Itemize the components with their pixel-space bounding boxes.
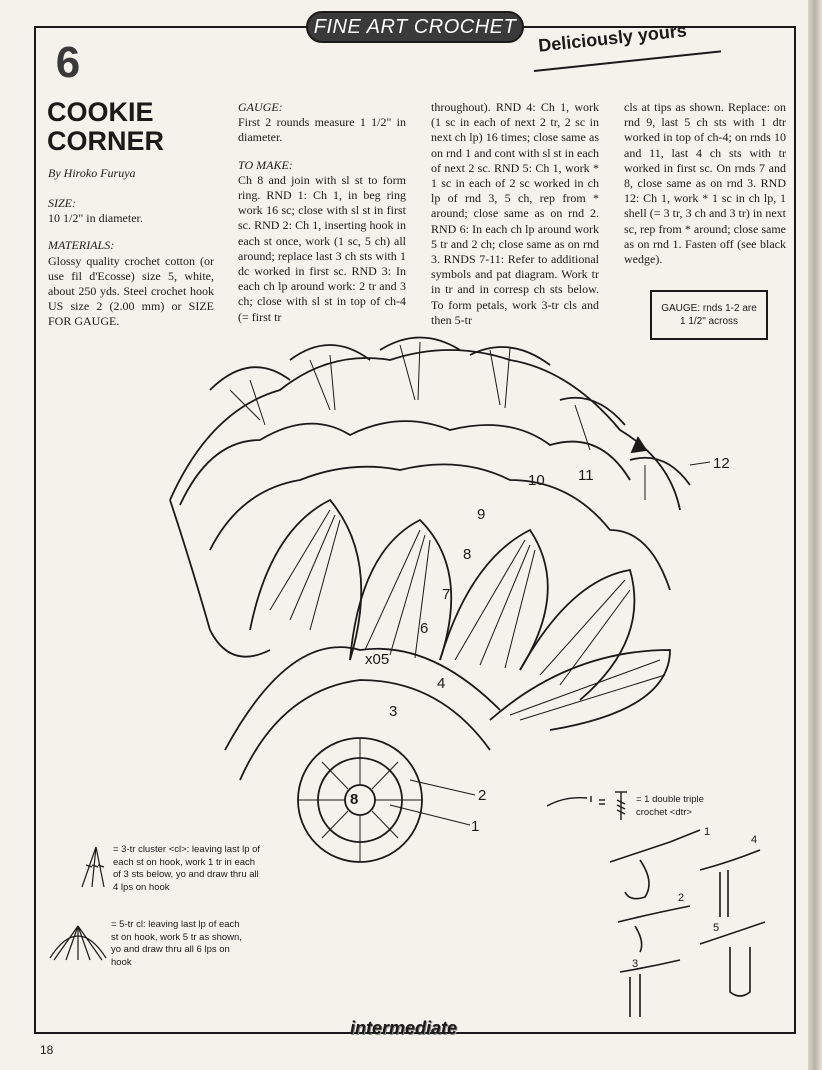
dtr-symbol-icon bbox=[545, 786, 635, 822]
cluster-3tr-legend: = 3-tr cluster <cl>: leaving last lp of each st on hook, work 1 tr in each of 3 sts below, yo and draw thru all 4 lps on hook bbox=[113, 844, 261, 893]
size-text: 10 1/2" in diameter. bbox=[48, 211, 143, 226]
banner-text: FINE ART CROCHET bbox=[313, 15, 517, 38]
round-label-1: 1 bbox=[471, 818, 480, 835]
byline: By Hiroko Furuya bbox=[48, 166, 136, 180]
gauge-box: GAUGE: rnds 1-2 are 1 1/2" across bbox=[650, 290, 768, 340]
round-label-5: x05 bbox=[365, 651, 390, 668]
leader-line-1 bbox=[390, 805, 470, 825]
materials-text: Glossy quality crochet cotton (or use fil d'Ecosse) size 5, white, about 250 yds. Steel crochet hook US size 2 (2.00 mm) or SIZE FOR GAUGE. bbox=[48, 253, 214, 329]
size-heading: SIZE: bbox=[48, 196, 76, 210]
round-label-6: 6 bbox=[420, 620, 429, 637]
cluster-5tr-legend: = 5-tr cl: leaving last lp of each st on hook, work 5 tr as shown, yo and draw thru all 6 lps on hook bbox=[111, 919, 242, 968]
gauge-text: First 2 rounds measure 1 1/2" in diameter. bbox=[238, 115, 406, 145]
scallop bbox=[180, 421, 630, 505]
petal bbox=[490, 650, 670, 730]
petal-arc bbox=[170, 500, 270, 657]
fan-arc bbox=[630, 458, 690, 485]
title-line-1: COOKIE bbox=[47, 97, 154, 127]
round-label-8: 8 bbox=[463, 546, 472, 563]
page-number: 18 bbox=[40, 1043, 54, 1057]
step-1: 1 bbox=[704, 826, 711, 838]
cluster-5tr-icon bbox=[46, 918, 110, 964]
skill-level-badge: intermediate bbox=[350, 1018, 458, 1038]
leader-line-2 bbox=[410, 780, 475, 795]
round-label-11: 11 bbox=[578, 467, 594, 484]
round-label-2: 2 bbox=[478, 787, 487, 804]
to-make-heading: TO MAKE: bbox=[238, 157, 293, 172]
round-label-3: 3 bbox=[389, 703, 398, 720]
dtr-legend: = 1 double triple crochet <dtr> bbox=[636, 794, 704, 818]
section-banner bbox=[306, 11, 524, 43]
pattern-number: 6 bbox=[55, 38, 81, 87]
column-1 bbox=[48, 196, 214, 330]
step-4: 4 bbox=[751, 834, 758, 846]
round-label-10: 10 bbox=[528, 472, 545, 489]
fan-arc bbox=[210, 367, 290, 390]
center-ring-label: 8 bbox=[350, 791, 359, 808]
materials-heading: MATERIALS: bbox=[48, 238, 115, 253]
dtr-steps-illustration bbox=[600, 822, 780, 1027]
tagline: Deliciously yours bbox=[537, 20, 688, 56]
column-2 bbox=[238, 100, 406, 325]
column-4 bbox=[624, 100, 786, 267]
step-2: 2 bbox=[678, 892, 685, 904]
round-label-12: 12 bbox=[713, 455, 730, 472]
page-edge-shadow bbox=[808, 0, 822, 1070]
petal bbox=[350, 520, 451, 660]
round-label-7: 7 bbox=[442, 586, 451, 603]
leader-line-12 bbox=[690, 462, 710, 465]
round-label-4: 4 bbox=[437, 675, 446, 692]
petal bbox=[250, 500, 361, 660]
gauge-heading: GAUGE: bbox=[238, 100, 283, 114]
instructions-continued: throughout). RND 4: Ch 1, work (1 sc in each of next 2 tr, 2 sc in next ch lp) 16 times; close same as on rnd 1 and cont with sl st in each of next 2 sc. RND 5: Ch 1, work * 1 sc in each of 2 sc worked in ch lp of rnd 3, 5 ch, rep from * around; close same as on rnd 2. RND 6: In each ch lp around work 5 tr and 2 ch; close same as on rnd 3. RNDS 7-11: Refer to additional symbols and pat diagram. Work tr in tr and in corresp ch sts below. To form petals, work 3-tr cls and then 5-tr bbox=[431, 100, 599, 327]
scallop bbox=[210, 464, 670, 590]
title-line-2: CORNER bbox=[47, 126, 165, 156]
column-3 bbox=[431, 100, 599, 328]
cluster-3tr-icon bbox=[78, 843, 110, 889]
round-4-arc bbox=[240, 680, 490, 780]
to-make-text: Ch 8 and join with sl st to form ring. RND 1: Ch 1, in beg ring work 16 sc; close with sl st in first sc. RND 2: Ch 1, inserting hook in each st once, work (1 sc, 5 ch) all around; replace last 3 ch sts with 1 dc worked in first sc. RND 3: In each ch lp around work: 2 tr and 3 ch; close with sl st in top of ch-4 (= first tr bbox=[238, 172, 406, 324]
step-3: 3 bbox=[632, 958, 639, 970]
article-title bbox=[47, 98, 217, 156]
round-label-9: 9 bbox=[477, 506, 486, 523]
instructions-end: cls at tips as shown. Replace: on rnd 9, last 5 ch sts with 1 dtr worked in top of ch-4; on rnds 10 and 11, last 4 ch sts with tr worked in first sc. On rnds 7 and 8, close same as on rnd 3. RND 12: Ch 1, work * 1 sc in ch lp, 1 shell (= 3 tr, 3 ch and 3 tr) in next sc, rep from * around; close same as on rnd 1. Fasten off (see black wedge). bbox=[624, 100, 786, 267]
step-5: 5 bbox=[713, 922, 720, 934]
petal-arc bbox=[170, 350, 680, 510]
